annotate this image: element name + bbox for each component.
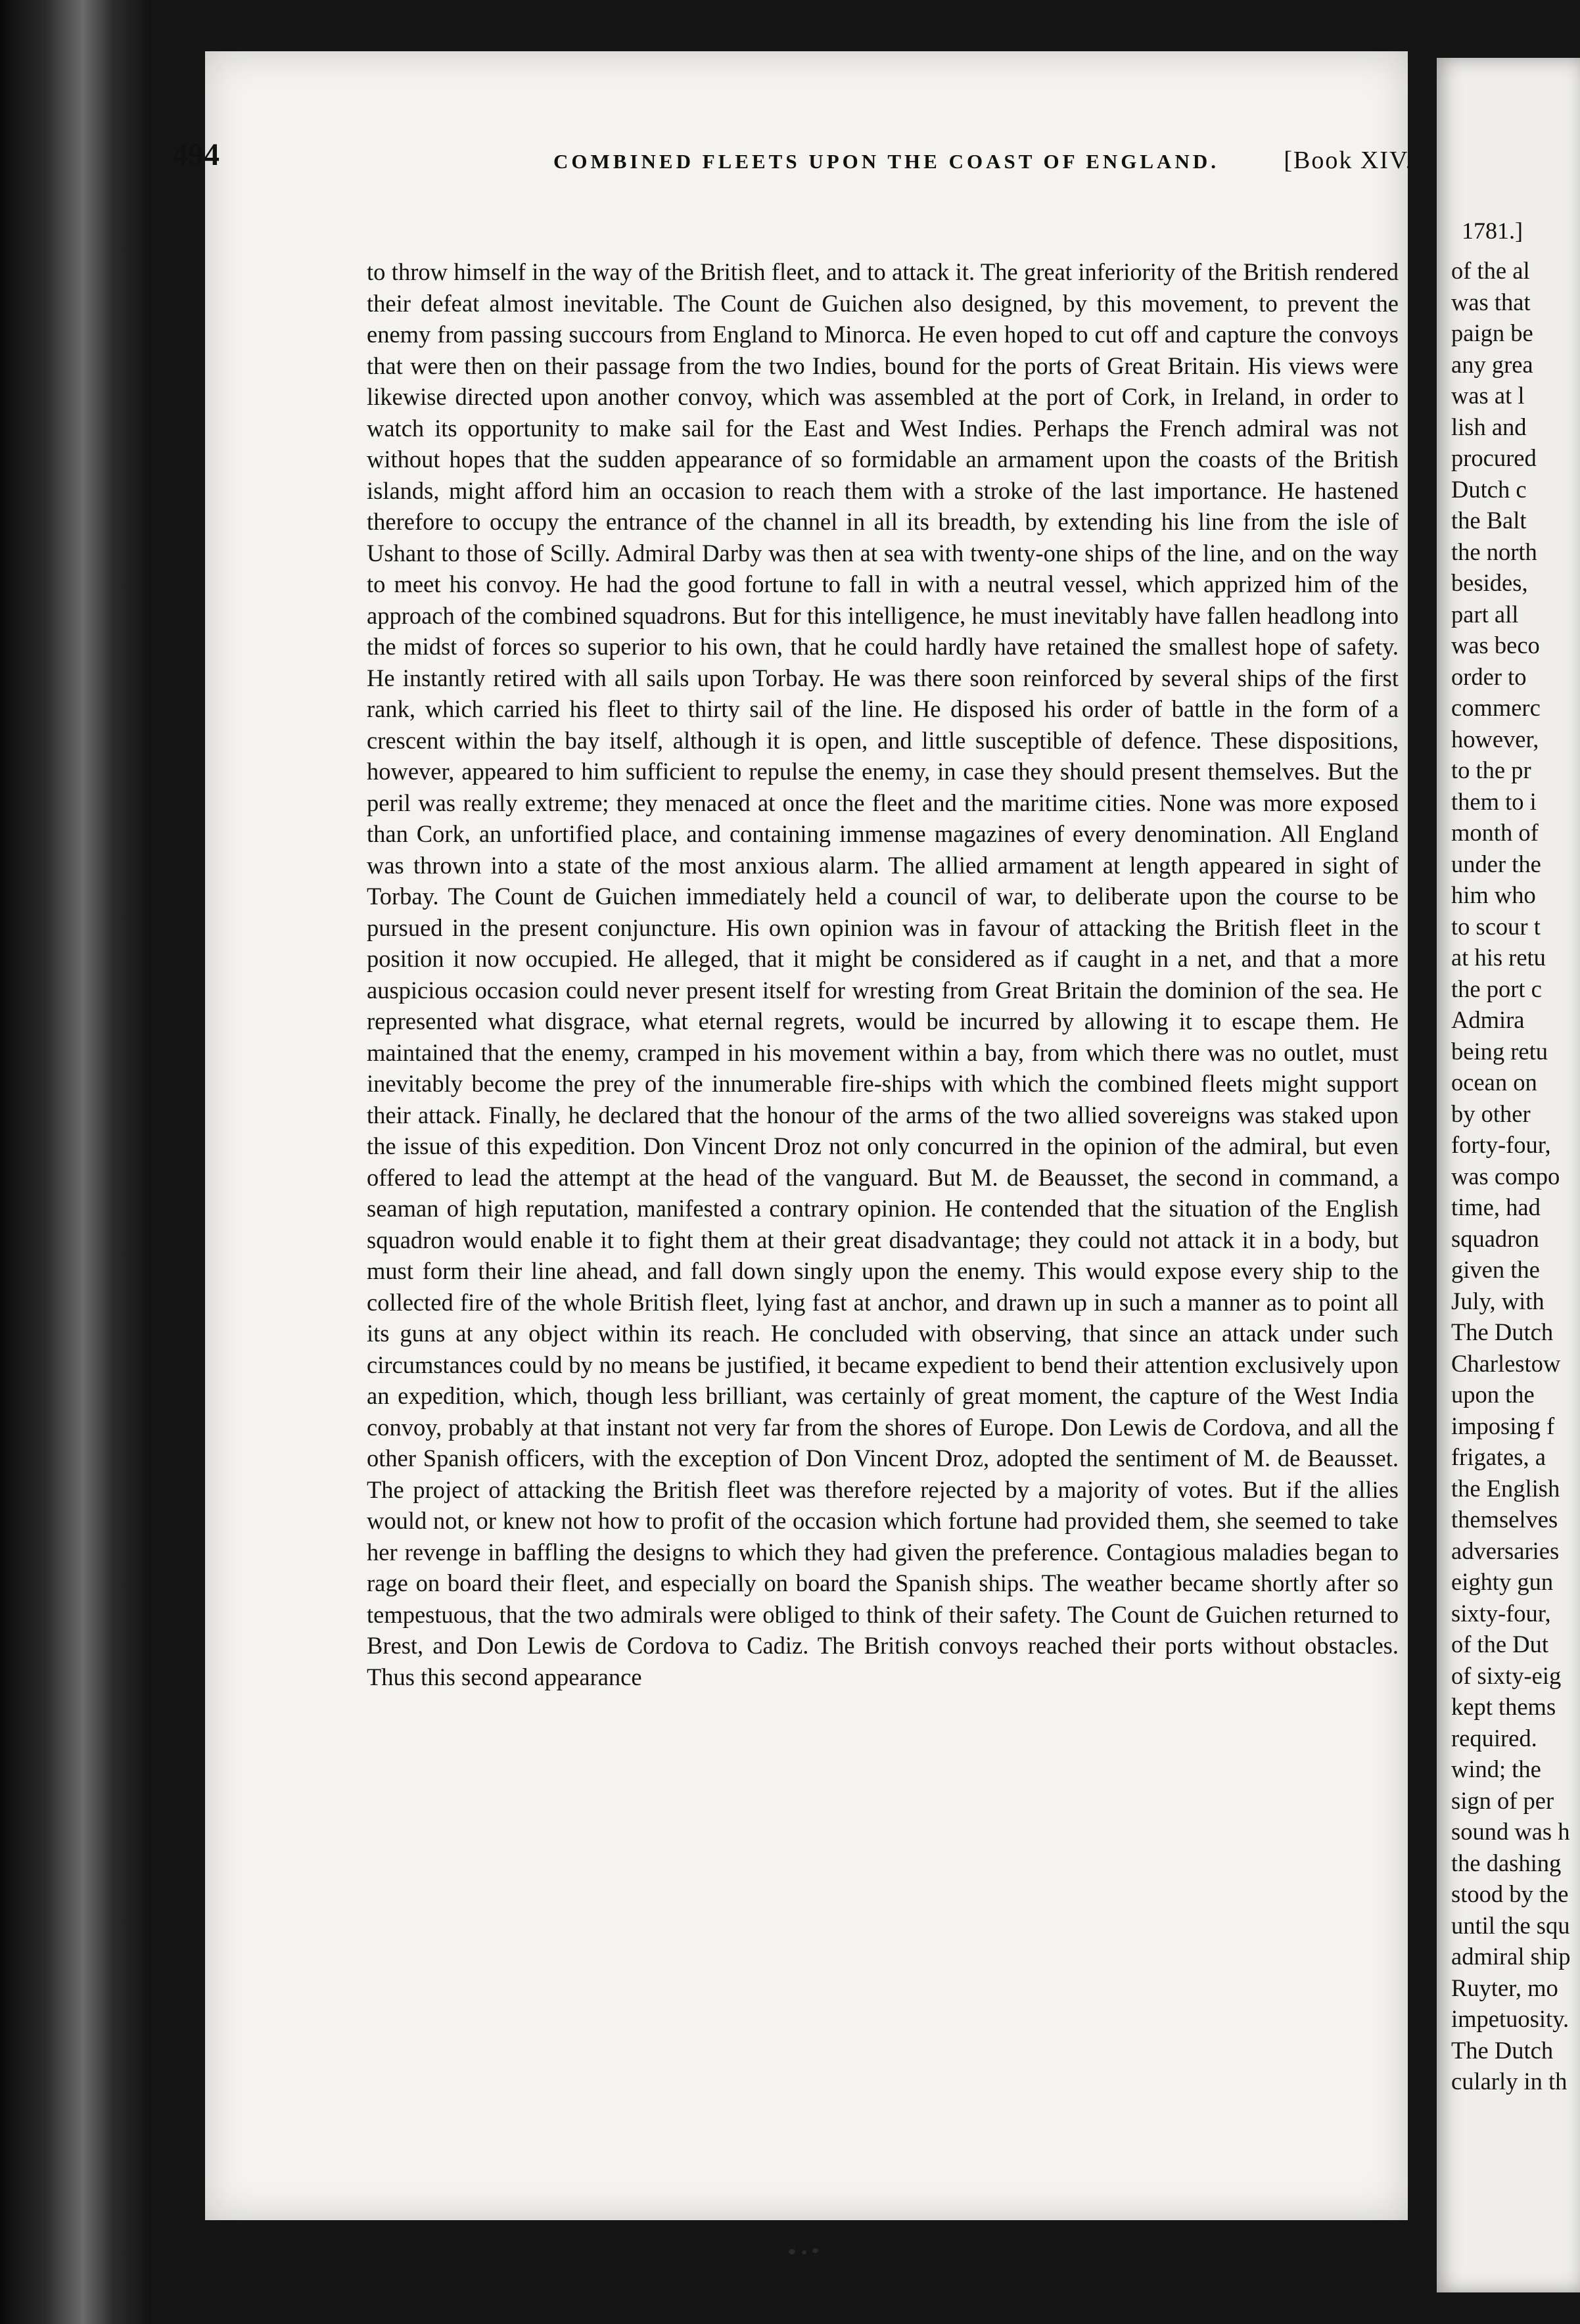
right-page-line: Dutch c	[1451, 475, 1527, 503]
right-page	[1437, 58, 1580, 2292]
page-header	[172, 137, 1413, 196]
right-page-line: was compo	[1451, 1162, 1560, 1190]
right-page-line: paign be	[1451, 319, 1533, 346]
right-page-line: at his retu	[1451, 944, 1546, 971]
right-page-line: being retu	[1451, 1037, 1548, 1065]
page-number: 494	[172, 137, 220, 172]
right-page-line: given the	[1451, 1256, 1540, 1283]
right-page-line: them to i	[1451, 787, 1537, 815]
right-page-line: The Dutch	[1451, 1318, 1554, 1345]
right-page-line: by other	[1451, 1100, 1531, 1127]
right-page-line: of sixty-eig	[1451, 1662, 1562, 1689]
right-page-line: frigates, a	[1451, 1443, 1546, 1470]
scan-speck	[812, 2248, 818, 2253]
body-text: to throw himself in the way of the British fleet, and to attack it. The great inferiority of the British rendered their defeat almost inevitable. The Count de Guichen also designed, by this movement, to prevent the enemy from passing succours from England to Minorca. He even hoped to cut off and capture the convoys that were then on their passage from the two Indies, bound for the ports of Great Britain. His views were likewise directed upon another convoy, which was assembled at the port of Cork, in Ireland, in order to watch its opportunity to make sail for the East and West Indies. Perhaps the French admiral was not without hopes that the sudden appearance of so formidable an armament upon the coasts of the British islands, might afford him an occasion to reach them with a stroke of the last importance. He hastened therefore to occupy the entrance of the channel in all its breadth, by extending his line from the isle of Ushant to those of Scilly. Admiral Darby was then at sea with twenty-one ships of the line, and on the way to meet his convoy. He had the good fortune to fall in with a neutral vessel, which apprized him of the approach of the combined squadrons. But for this intelligence, he must inevitably have fallen headlong into the midst of forces so superior to his own, that he could hardly have retained the smallest hope of safety. He instantly retired with all sails upon Torbay. He was there soon reinforced by several ships of the first rank, which carried his fleet to thirty sail of the line. He disposed his order of battle in the form of a crescent within the bay itself, although it is open, and little susceptible of defence. These dispositions, however, appeared to him sufficient to repulse the enemy, in case they should present themselves. But the peril was really extreme; they menaced at once the fleet and the maritime cities. None was more exposed than Cork, an unfortified place, and containing immense magazines of every denomination. All England was thrown into a state of the most anxious alarm. The allied armament at length appeared in sight of Torbay. The Count de Guichen immediately held a council of war, to deliberate upon the course to be pursued in the present conjuncture. His own opinion was in favour of attacking the British fleet in the position it now occupied. He alleged, that it might be considered as if caught in a net, and that a more auspicious occasion could never present itself for wresting from Great Britain the dominion of the sea. He represented what disgrace, what eternal regrets, would be incurred by allowing it to escape them. He maintained that the enemy, cramped in his movement within a bay, from which there was no outlet, must inevitably become the prey of the innumerable fire-ships with which the combined fleets might support their attack. Finally, he declared that the honour of the arms of the two allied sovereigns was staked upon the issue of this expedition. Don Vincent Droz not only concurred in the opinion of the admiral, but even offered to lead the attempt at the head of the vanguard. But M. de Beausset, the second in command, a seaman of high reputation, manifested a contrary opinion. He contended that the situation of the English squadron would enable it to fight them at their great disadvantage; they could not attack it in a body, but must form their line ahead, and fall down singly upon the enemy. This would expose every ship to the collected fire of the whole British fleet, lying fast at anchor, and drawn up in such a manner as to point all its guns at any object within its reach. He concluded with observing, that since an attack under such circumstances could by no means be justified, it became expedient to bend their attention exclusively upon an expedition, which, though less brilliant, was certainly of great moment, the capture of the West India convoy, probably at that instant not very far from the shores of Europe. Don Lewis de Cordova, and all the other Spanish officers, with the exception of Don Vincent Droz, adopted the sentiment of M. de Beausset. The project of attacking the British fleet was therefore rejected by a majority of votes. But if the allies would not, or knew not how to profit of the occasion which fortune had provided them, she seemed to take her revenge in baffling the designs to which they had given the preference. Contagious maladies began to rage on board their fleet, and especially on board the Spanish ships. The weather became shortly after so tempestuous, that the two admirals were obliged to think of their safety. The Count de Guichen returned to Brest, and Don Lewis de Cordova to Cadiz. The British convoys reached their ports without obstacles. Thus this second appearance	[367, 258, 1399, 1690]
scan-speck	[789, 2249, 795, 2254]
right-page-line: order to	[1451, 662, 1527, 690]
right-page-lines	[1451, 255, 1570, 2097]
right-page-line: of the al	[1451, 257, 1530, 284]
right-page-line: ocean on	[1451, 1069, 1537, 1096]
right-page-line: procured	[1451, 444, 1537, 471]
right-page-line: the dashing	[1451, 1849, 1562, 1876]
right-page-line: the Balt	[1451, 507, 1527, 534]
right-page-line: lish and	[1451, 413, 1527, 440]
right-page-line: Ruyter, mo	[1451, 1974, 1558, 2001]
right-page-line: any grea	[1451, 350, 1533, 378]
scan-speck	[802, 2250, 806, 2254]
right-page-line: the north	[1451, 538, 1537, 565]
running-title: COMBINED FLEETS UPON THE COAST OF ENGLAND.	[553, 150, 1219, 173]
right-page-line: imposing f	[1451, 1412, 1555, 1439]
right-page-line: him who	[1451, 881, 1536, 908]
right-page-line: of the Dut	[1451, 1631, 1548, 1658]
right-page-line: wind; the	[1451, 1755, 1541, 1782]
right-page-line: forty-four,	[1451, 1131, 1551, 1158]
right-page-line: Admira	[1451, 1006, 1525, 1033]
right-page-line: sound was h	[1451, 1818, 1570, 1845]
right-page-line: under the	[1451, 850, 1541, 877]
right-page-line: cularly in th	[1451, 2068, 1568, 2095]
right-page-line: eighty gun	[1451, 1568, 1554, 1595]
right-page-line: sixty-four,	[1451, 1599, 1551, 1627]
right-page-line: themselves	[1451, 1506, 1558, 1533]
right-page-line: The Dutch	[1451, 2036, 1554, 2064]
right-page-line: was that	[1451, 288, 1531, 315]
right-page-line: time, had	[1451, 1194, 1541, 1220]
right-page-line: squadron	[1451, 1224, 1539, 1252]
right-page-line: sign of per	[1451, 1786, 1554, 1814]
right-page-line: however,	[1451, 725, 1539, 753]
right-page-line: part all	[1451, 600, 1519, 628]
right-page-line: to the pr	[1451, 756, 1531, 783]
right-page-line: admiral ship	[1451, 1943, 1571, 1970]
right-page-line: month of	[1451, 819, 1539, 846]
right-page-line: commerc	[1451, 694, 1541, 721]
right-page-line: Charlestow	[1451, 1349, 1561, 1377]
right-page-line: was beco	[1451, 632, 1540, 659]
right-page-line: July, with	[1451, 1287, 1545, 1314]
right-page-line: impetuosity.	[1451, 2005, 1569, 2032]
book-reference: [Book XIV.	[1284, 147, 1413, 174]
right-page-line: required.	[1451, 1724, 1537, 1752]
right-page-line: until the squ	[1451, 1911, 1570, 1939]
right-page-line: was at l	[1451, 382, 1525, 409]
right-page-line: to scour t	[1451, 912, 1541, 940]
right-page-line: adversaries	[1451, 1537, 1560, 1564]
right-page-line: upon the	[1451, 1381, 1535, 1408]
right-page-line: kept thems	[1451, 1693, 1556, 1720]
right-page-line: the port c	[1451, 975, 1542, 1002]
right-page-header: 1781.]	[1462, 218, 1523, 244]
scanner-edge	[0, 0, 151, 2324]
right-page-line: besides,	[1451, 569, 1528, 596]
right-page-line: stood by the	[1451, 1880, 1569, 1907]
right-page-line: the English	[1451, 1474, 1560, 1502]
